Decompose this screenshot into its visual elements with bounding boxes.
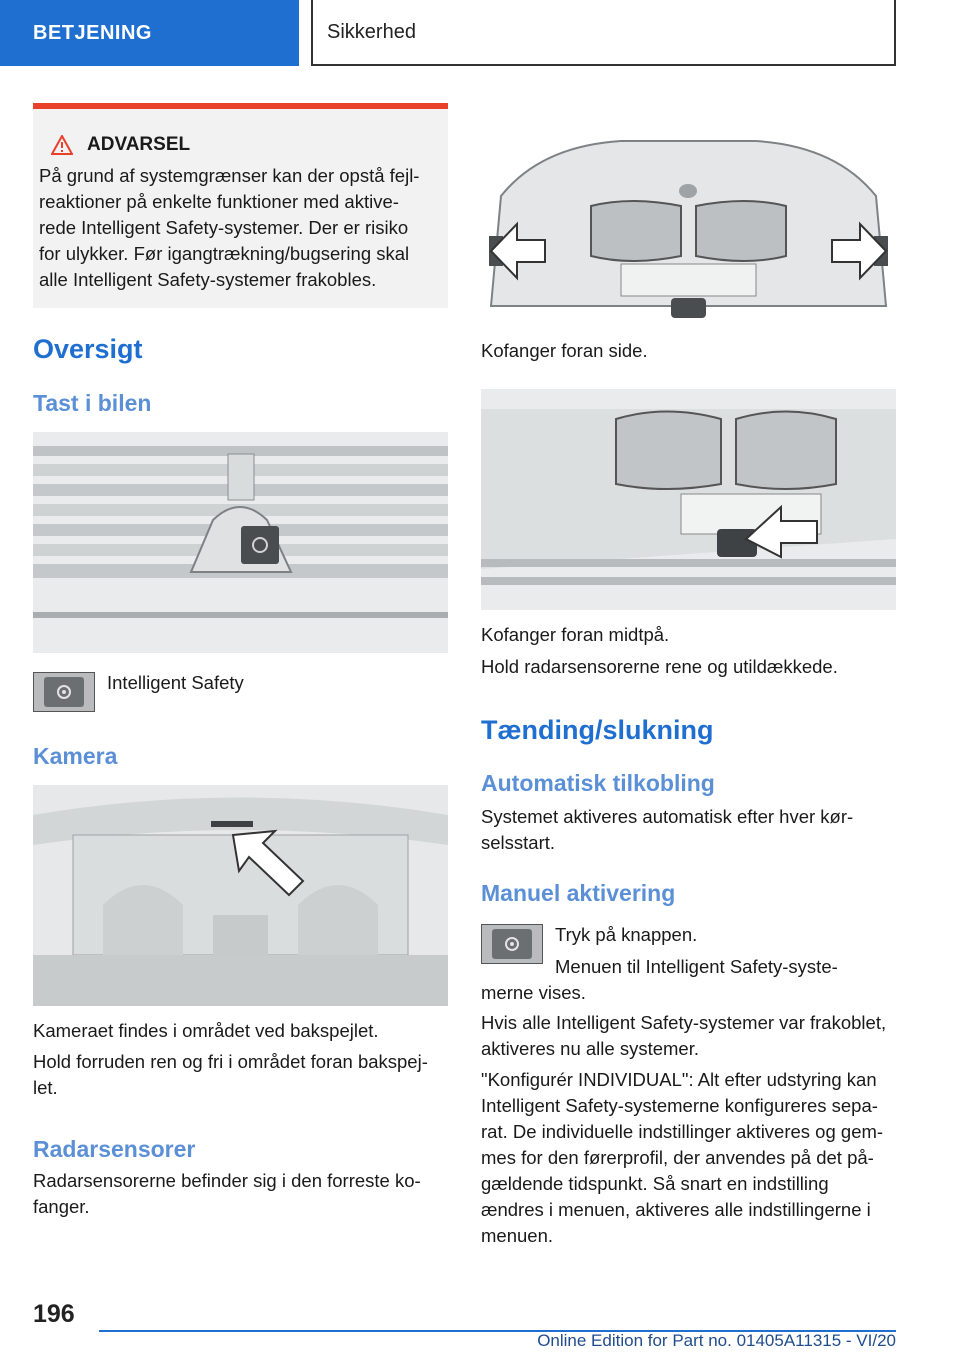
text-line: aktiveres nu alle systemer. [481, 1038, 699, 1059]
edition-link[interactable]: Online Edition for Part no. 01405A11315 - VI/20 [537, 1331, 896, 1350]
caption-front-center: Kofanger foran midtpå. [481, 624, 670, 645]
camera-text-2 [33, 1049, 428, 1101]
manual-menu-line-2: merne vises. [481, 982, 586, 1003]
front-bumper-center-illustration [481, 389, 896, 610]
text-line: gældende tidspunkt. Så snart en indstilling [481, 1173, 829, 1194]
text-line: "Konfigurér INDIVIDUAL": Alt efter udstyring kan [481, 1069, 877, 1090]
text-line: rat. De individuelle indstillinger aktiveres og gem- [481, 1121, 884, 1142]
text-line: Systemet aktiveres automatisk efter hver kør- [481, 806, 854, 827]
text-line: Hold forruden ren og fri i området foran bakspej- [33, 1051, 428, 1072]
grille-button-illustration [33, 432, 448, 653]
auto-text [481, 804, 853, 856]
text-line: ændres i menuen, aktiveres alle indstillingerne i [481, 1199, 871, 1220]
warning-line: for ulykker. Før igangtrækning/bugsering skal [39, 243, 410, 264]
intelligent-safety-button-image [481, 924, 543, 964]
text-line: mes for den førerprofil, der anvendes på det på- [481, 1147, 874, 1168]
text-line: menuen. [481, 1225, 553, 1246]
warning-line: alle Intelligent Safety-systemer frakobles. [39, 269, 377, 290]
text-line: Radarsensorerne befinder sig i den forreste ko- [33, 1170, 421, 1191]
section-title: Sikkerhed [311, 0, 896, 66]
auto-heading: Automatisk tilkobling [481, 770, 715, 796]
warning-title [51, 133, 438, 157]
radar-heading: Radarsensorer [33, 1136, 196, 1162]
button-heading: Tast i bilen [33, 390, 152, 416]
intelligent-safety-button-image [33, 672, 95, 712]
text-line: fanger. [33, 1196, 90, 1217]
warning-line: rede Intelligent Safety-systemer. Der er risiko [39, 217, 409, 238]
front-bumper-side-illustration [481, 106, 896, 327]
camera-text-1: Kameraet findes i området ved bakspejlet. [33, 1020, 379, 1041]
warning-line: reaktioner på enkelte funktioner med aktive- [39, 191, 399, 212]
radar-text [33, 1168, 421, 1220]
ignition-heading: Tænding/slukning [481, 715, 714, 745]
button-label: Intelligent Safety [107, 672, 244, 693]
text-line: Intelligent Safety-systemerne konfigureres sepa- [481, 1095, 878, 1116]
overview-heading: Oversigt [33, 334, 143, 364]
individual-text [481, 1067, 883, 1249]
intelligent-safety-icon [55, 683, 73, 701]
text-line: Hvis alle Intelligent Safety-systemer var frakoblet, [481, 1012, 887, 1033]
manual-step: Tryk på knappen. [555, 924, 698, 945]
page-number: 196 [33, 1300, 75, 1328]
caption-front-side: Kofanger foran side. [481, 340, 648, 361]
chapter-tab: BETJENING [0, 0, 299, 66]
manual-menu-line-1: Menuen til Intelligent Safety-syste- [555, 956, 838, 977]
manual-heading: Manuel aktivering [481, 880, 676, 906]
warning-triangle-icon [51, 135, 73, 155]
manual-all-text [481, 1010, 886, 1062]
text-line: selsstart. [481, 832, 556, 853]
text-line: let. [33, 1077, 58, 1098]
warning-line: På grund af systemgrænser kan der opstå fejl- [39, 165, 420, 186]
camera-illustration [33, 785, 448, 1006]
warning-text [39, 163, 438, 293]
intelligent-safety-icon [503, 935, 521, 953]
radar-clean-note: Hold radarsensorerne rene og utildækkede. [481, 656, 838, 677]
camera-heading: Kamera [33, 743, 118, 769]
warning-title-text: ADVARSEL [87, 134, 191, 155]
warning-box [33, 103, 448, 308]
